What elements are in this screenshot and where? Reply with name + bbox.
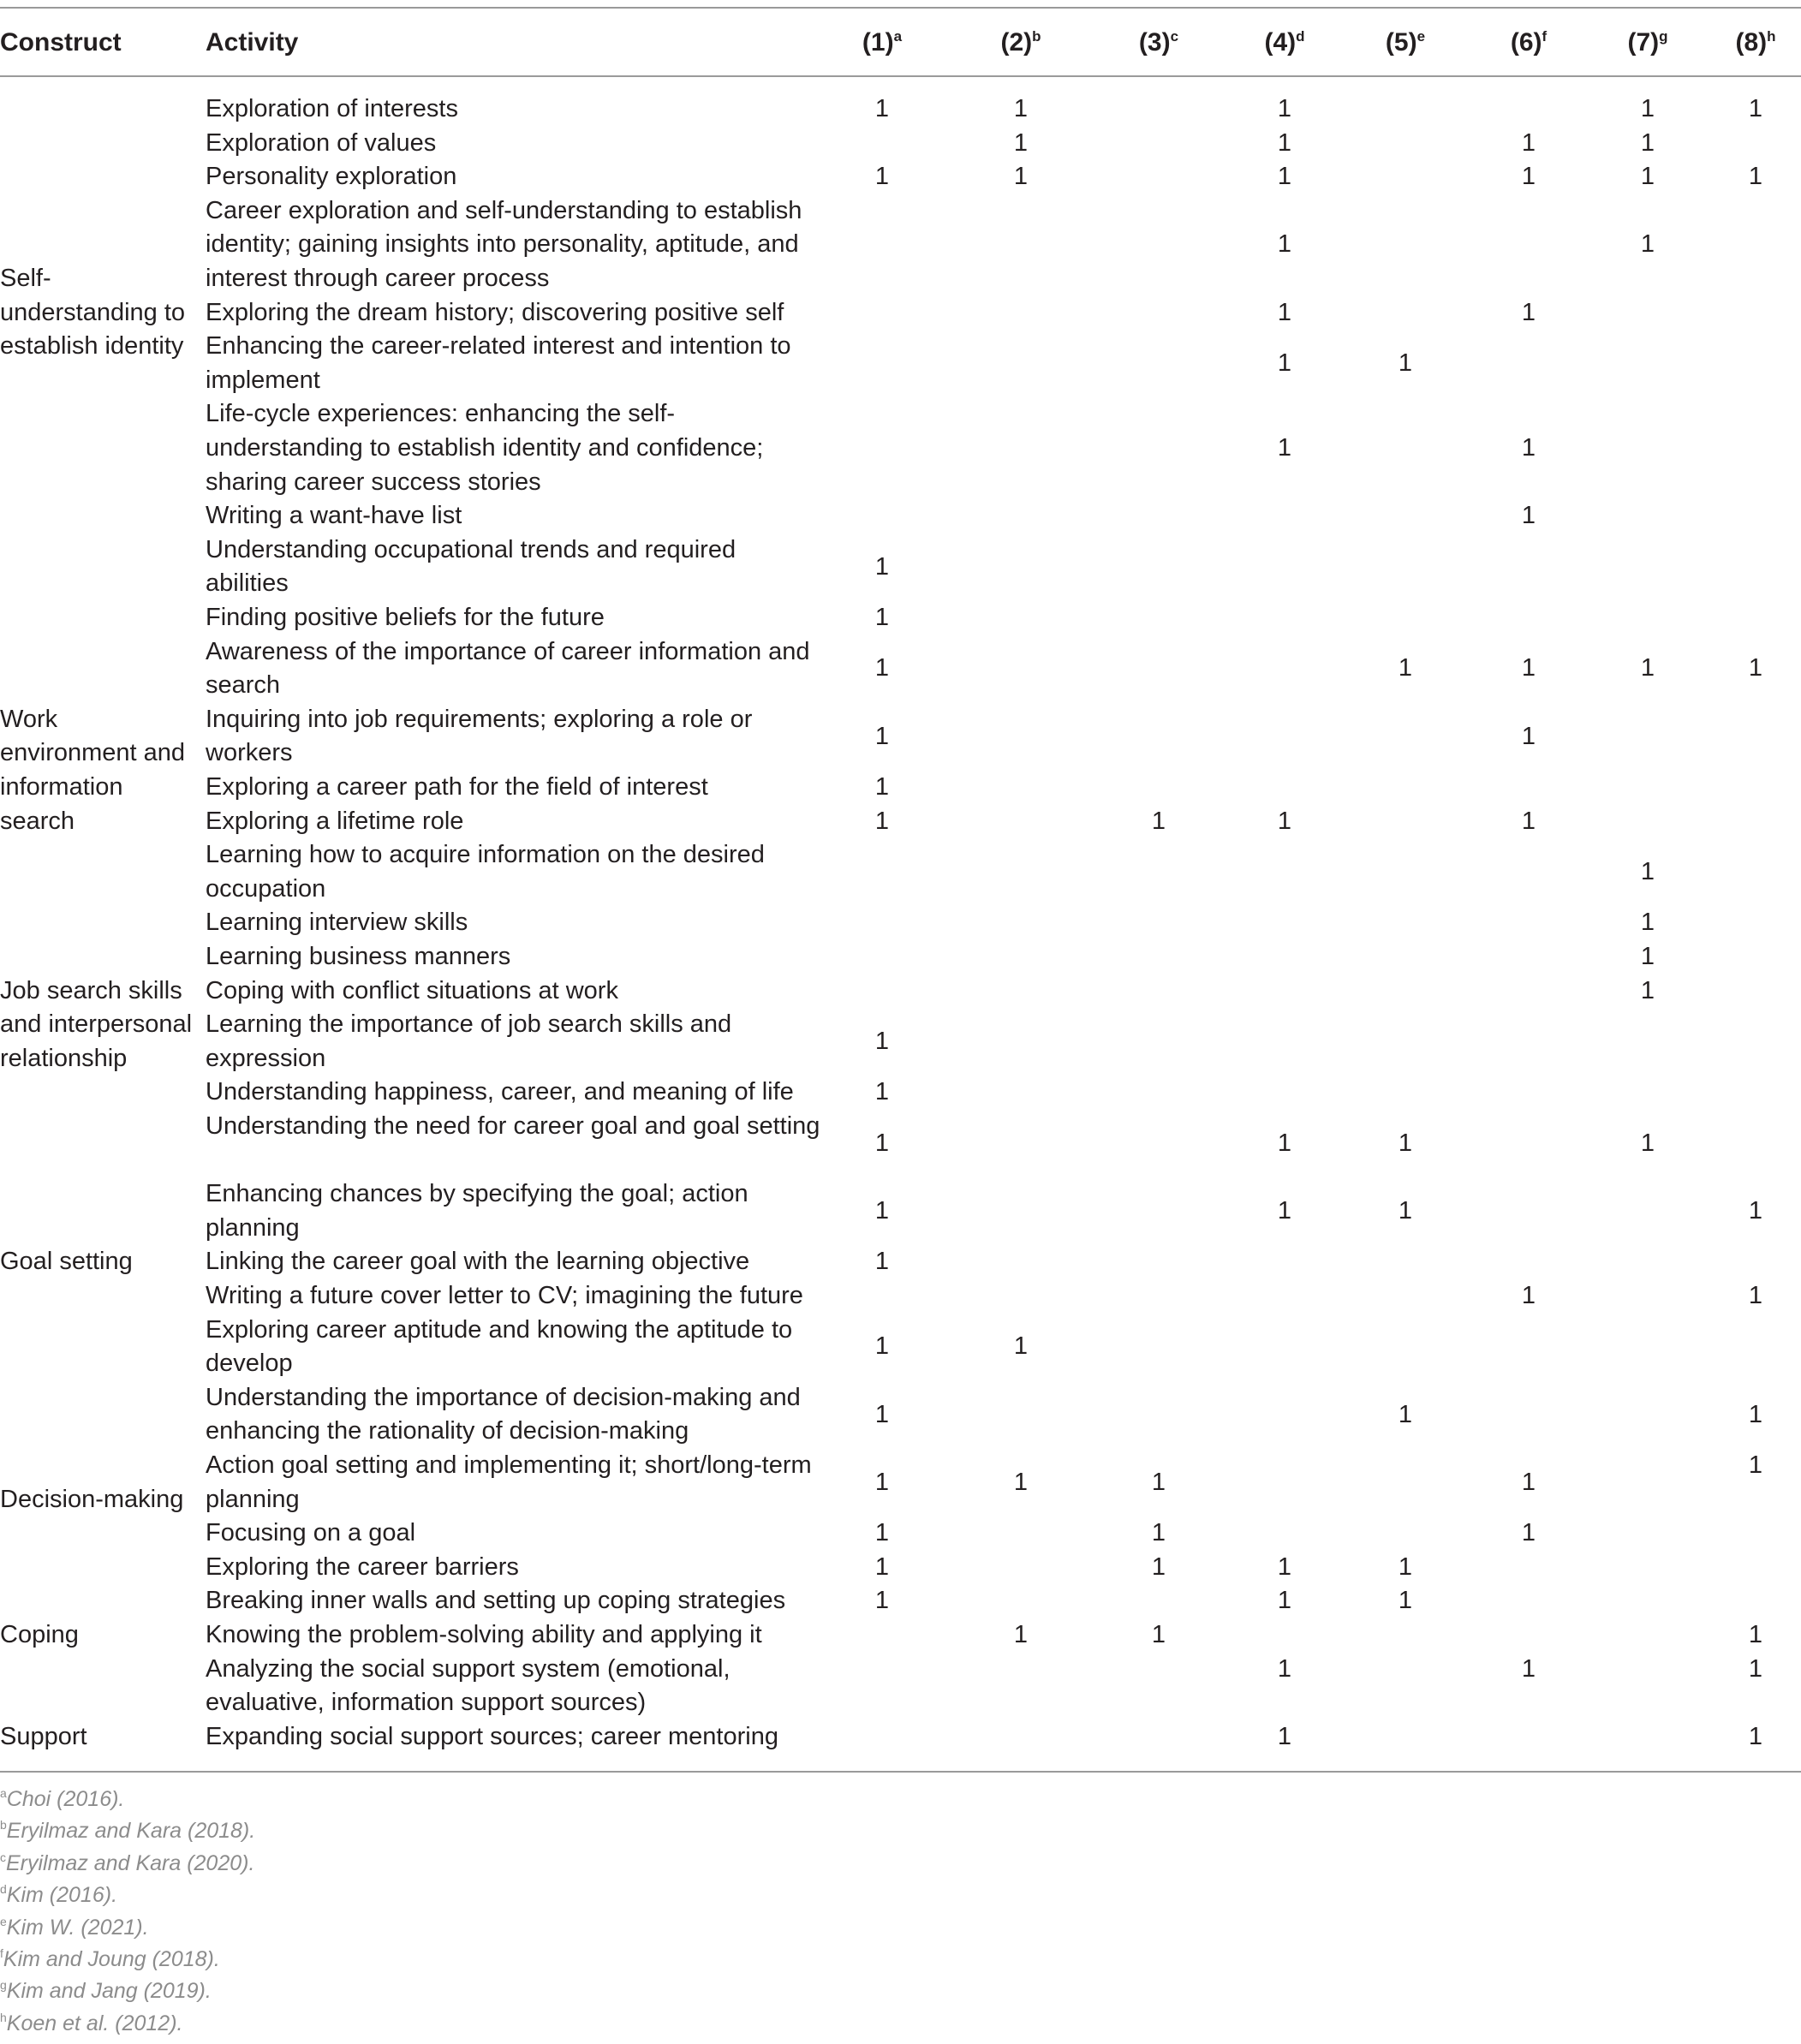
study-1-mark: 1 xyxy=(874,1129,890,1157)
study-6-mark: 1 xyxy=(1521,722,1536,750)
study-6-mark: 1 xyxy=(1521,502,1536,530)
study-4-mark: 1 xyxy=(1277,163,1292,191)
header-study-footnote-marker: c xyxy=(1170,28,1179,45)
study-1-mark: 1 xyxy=(874,95,890,122)
study-4-mark: 1 xyxy=(1277,1552,1292,1581)
header-study-3 xyxy=(1107,22,1210,63)
header-study-label: (3) xyxy=(1138,28,1171,57)
header-study-footnote-marker: b xyxy=(1032,28,1041,45)
header-bottom-rule xyxy=(0,75,1801,77)
study-5-mark: 1 xyxy=(1398,1400,1413,1428)
footnote-reference-link[interactable]: Kim and Joung (2018). xyxy=(3,1947,220,1971)
study-4-mark: 1 xyxy=(1277,1129,1292,1157)
study-3-mark: 1 xyxy=(1151,1519,1166,1547)
activity-cell: Writing a future cover letter to CV; imagining the future xyxy=(206,1282,803,1309)
activity-cell: Analyzing the social support system (emotional, evaluative, information support sources) xyxy=(206,1654,731,1717)
study-2-mark: 1 xyxy=(1013,128,1029,157)
study-8-mark: 1 xyxy=(1748,654,1763,682)
study-4-mark: 1 xyxy=(1277,434,1292,462)
study-4-mark: 1 xyxy=(1277,298,1292,326)
footnote-reference-link[interactable]: Eryilmaz and Kara (2020). xyxy=(6,1850,255,1875)
footnote-h[interactable] xyxy=(0,2008,183,2040)
header-study-2 xyxy=(969,22,1072,63)
footnote-marker: f xyxy=(0,1946,3,1960)
header-study-4 xyxy=(1233,22,1336,63)
study-1-mark: 1 xyxy=(874,1587,890,1615)
study-5-mark: 1 xyxy=(1398,1587,1413,1615)
activity-cell: Enhancing chances by specifying the goal; action planning xyxy=(206,1180,748,1242)
study-6-mark: 1 xyxy=(1521,128,1536,157)
footnote-marker: h xyxy=(0,2010,7,2024)
header-study-label: (6) xyxy=(1510,28,1542,57)
activity-cell: Personality exploration xyxy=(206,163,457,191)
footnote-f[interactable] xyxy=(0,1944,220,1975)
study-7-mark: 1 xyxy=(1640,230,1655,259)
study-5-mark: 1 xyxy=(1398,1197,1413,1225)
study-5-mark: 1 xyxy=(1398,1552,1413,1581)
activity-cell: Enhancing the career-related interest and intention to implement xyxy=(206,332,791,394)
study-1-mark: 1 xyxy=(874,1197,890,1225)
construct-cell: Coping xyxy=(0,1621,79,1648)
construct-cell: Self-understanding to establish identity xyxy=(0,265,186,361)
activity-cell: Exploring career aptitude and knowing the aptitude to develop xyxy=(206,1315,793,1378)
study-2-mark: 1 xyxy=(1013,1332,1029,1361)
study-6-mark: 1 xyxy=(1521,807,1536,835)
activity-cell: Career exploration and self-understanding to establish identity; gaining insights into personality, aptitude, and interest through career process xyxy=(206,196,802,292)
activity-cell: Breaking inner walls and setting up coping strategies xyxy=(206,1587,786,1615)
header-construct: Construct xyxy=(0,28,122,57)
construct-cell: Work environment and information search xyxy=(0,705,186,835)
activity-cell: Exploring a career path for the field of interest xyxy=(206,773,708,801)
footnote-reference-link[interactable]: Kim W. (2021). xyxy=(6,1915,149,1940)
activity-cell: Exploration of values xyxy=(206,128,437,157)
study-1-mark: 1 xyxy=(874,722,890,750)
study-6-mark: 1 xyxy=(1521,434,1536,462)
header-study-label: (4) xyxy=(1264,28,1297,57)
footnote-d[interactable] xyxy=(0,1880,117,1911)
activity-cell: Learning how to acquire information on the desired occupation xyxy=(206,841,765,903)
study-7-mark: 1 xyxy=(1640,1129,1655,1157)
header-study-label: (8) xyxy=(1735,28,1768,57)
study-1-mark: 1 xyxy=(874,773,890,801)
table-top-rule xyxy=(0,7,1801,9)
construct-cell: Support xyxy=(0,1722,87,1750)
activity-cell: Coping with conflict situations at work xyxy=(206,976,618,1004)
header-study-6 xyxy=(1477,22,1580,63)
footnote-marker: e xyxy=(0,1914,7,1928)
study-6-mark: 1 xyxy=(1521,1519,1536,1547)
header-study-label: (5) xyxy=(1385,28,1417,57)
activity-cell: Expanding social support sources; career mentoring xyxy=(206,1722,778,1750)
header-study-5 xyxy=(1354,22,1457,63)
header-study-footnote-marker: h xyxy=(1767,28,1776,45)
study-8-mark: 1 xyxy=(1748,1282,1763,1309)
study-6-mark: 1 xyxy=(1521,298,1536,326)
header-study-label: (1) xyxy=(862,28,894,57)
activity-cell: Understanding the need for career goal and goal setting xyxy=(206,1112,820,1140)
study-4-mark: 1 xyxy=(1277,95,1292,122)
activity-cell: Knowing the problem-solving ability and applying it xyxy=(206,1621,762,1648)
header-study-footnote-marker: f xyxy=(1542,28,1548,45)
study-4-mark: 1 xyxy=(1277,1654,1292,1683)
study-1-mark: 1 xyxy=(874,604,890,631)
header-study-label: (7) xyxy=(1627,28,1660,57)
study-1-mark: 1 xyxy=(874,1078,890,1106)
activity-cell: Life-cycle experiences: enhancing the self-understanding to establish identity and confidence; sharing career success stories xyxy=(206,400,764,496)
footnote-reference-link[interactable]: Kim (2016). xyxy=(6,1883,118,1908)
study-4-mark: 1 xyxy=(1277,807,1292,835)
activity-cell: Exploring the career barriers xyxy=(206,1552,519,1581)
study-5-mark: 1 xyxy=(1398,1129,1413,1157)
study-1-mark: 1 xyxy=(874,1248,890,1276)
footnote-marker: d xyxy=(0,1882,7,1897)
study-6-mark: 1 xyxy=(1521,1468,1536,1496)
study-3-mark: 1 xyxy=(1151,1552,1166,1581)
study-6-mark: 1 xyxy=(1521,163,1536,191)
study-7-mark: 1 xyxy=(1640,976,1655,1004)
study-4-mark: 1 xyxy=(1277,230,1292,259)
construct-cell: Job search skills and interpersonal relationship xyxy=(0,976,193,1072)
footnote-marker: c xyxy=(0,1850,6,1864)
study-7-mark: 1 xyxy=(1640,909,1655,937)
footnote-b[interactable] xyxy=(0,1815,255,1847)
study-7-mark: 1 xyxy=(1640,163,1655,191)
footnote-reference-link[interactable]: Kim and Jang (2019). xyxy=(6,1979,212,2004)
header-study-footnote-marker: e xyxy=(1416,28,1426,45)
table-bottom-rule xyxy=(0,1771,1801,1773)
study-1-mark: 1 xyxy=(874,1468,890,1496)
footnote-c[interactable] xyxy=(0,1848,254,1880)
construct-cell: Decision-making xyxy=(0,1485,184,1513)
activity-cell: Awareness of the importance of career information and search xyxy=(206,637,810,700)
footnote-reference-link[interactable]: Koen et al. (2012). xyxy=(6,2011,183,2035)
activity-cell: Exploring the dream history; discovering positive self xyxy=(206,298,784,326)
study-1-mark: 1 xyxy=(874,807,890,835)
study-8-mark: 1 xyxy=(1748,95,1763,122)
activity-cell: Inquiring into job requirements; exploring a role or workers xyxy=(206,705,753,767)
activity-cell: Learning interview skills xyxy=(206,909,468,937)
study-8-mark: 1 xyxy=(1748,163,1763,191)
header-study-8 xyxy=(1704,22,1801,63)
activity-cell: Learning business manners xyxy=(206,943,511,970)
header-study-label: (2) xyxy=(1000,28,1033,57)
study-4-mark: 1 xyxy=(1277,1197,1292,1225)
header-study-1 xyxy=(831,22,933,63)
activity-cell: Understanding occupational trends and required abilities xyxy=(206,535,737,598)
study-1-mark: 1 xyxy=(874,552,890,581)
study-4-mark: 1 xyxy=(1277,1722,1292,1750)
study-1-mark: 1 xyxy=(874,1400,890,1428)
study-2-mark: 1 xyxy=(1013,95,1029,122)
study-6-mark: 1 xyxy=(1521,1654,1536,1683)
study-8-mark: 1 xyxy=(1748,1197,1763,1225)
header-study-footnote-marker: d xyxy=(1296,28,1305,45)
study-1-mark: 1 xyxy=(874,654,890,682)
study-1-mark: 1 xyxy=(874,1519,890,1547)
study-5-mark: 1 xyxy=(1398,654,1413,682)
construct-cell: Goal setting xyxy=(0,1248,133,1276)
study-5-mark: 1 xyxy=(1398,349,1413,377)
activity-cell: Finding positive beliefs for the future xyxy=(206,604,605,631)
study-7-mark: 1 xyxy=(1640,128,1655,157)
study-4-mark: 1 xyxy=(1277,128,1292,157)
study-3-mark: 1 xyxy=(1151,807,1166,835)
footnote-a[interactable] xyxy=(0,1784,124,1815)
activity-cell: Exploring a lifetime role xyxy=(206,807,464,835)
study-1-mark: 1 xyxy=(874,1028,890,1055)
footnote-g[interactable] xyxy=(0,1975,212,2007)
header-activity: Activity xyxy=(206,28,299,57)
study-4-mark: 1 xyxy=(1277,349,1292,377)
activity-cell: Writing a want-have list xyxy=(206,502,462,530)
activity-cell: Understanding happiness, career, and meaning of life xyxy=(206,1078,794,1106)
study-1-mark: 1 xyxy=(874,163,890,191)
study-6-mark: 1 xyxy=(1521,1282,1536,1309)
activity-cell: Linking the career goal with the learning objective xyxy=(206,1248,750,1276)
activity-cell: Exploration of interests xyxy=(206,95,458,122)
header-study-footnote-marker: a xyxy=(893,28,903,45)
study-2-mark: 1 xyxy=(1013,163,1029,191)
study-3-mark: 1 xyxy=(1151,1468,1166,1496)
study-1-mark: 1 xyxy=(874,1552,890,1581)
study-8-mark: 1 xyxy=(1748,1654,1763,1683)
study-7-mark: 1 xyxy=(1640,858,1655,885)
study-2-mark: 1 xyxy=(1013,1621,1029,1648)
footnote-marker: a xyxy=(0,1786,7,1800)
study-8-mark: 1 xyxy=(1748,1451,1763,1479)
footnote-reference-link[interactable]: Choi (2016). xyxy=(6,1787,125,1811)
study-7-mark: 1 xyxy=(1640,943,1655,970)
study-7-mark: 1 xyxy=(1640,95,1655,122)
study-3-mark: 1 xyxy=(1151,1621,1166,1648)
study-2-mark: 1 xyxy=(1013,1468,1029,1496)
header-study-footnote-marker: g xyxy=(1659,28,1668,45)
study-4-mark: 1 xyxy=(1277,1587,1292,1615)
study-8-mark: 1 xyxy=(1748,1722,1763,1750)
study-8-mark: 1 xyxy=(1748,1621,1763,1648)
study-6-mark: 1 xyxy=(1521,654,1536,682)
activity-cell: Action goal setting and implementing it; short/long-term planning xyxy=(206,1451,812,1513)
footnote-reference-link[interactable]: Eryilmaz and Kara (2018). xyxy=(6,1819,256,1844)
activity-cell: Focusing on a goal xyxy=(206,1519,416,1547)
study-7-mark: 1 xyxy=(1640,654,1655,682)
footnote-marker: g xyxy=(0,1978,7,1993)
header-study-7 xyxy=(1596,22,1699,63)
footnote-marker: b xyxy=(0,1818,7,1832)
footnote-e[interactable] xyxy=(0,1912,149,1944)
study-8-mark: 1 xyxy=(1748,1400,1763,1428)
activity-cell: Learning the importance of job search skills and expression xyxy=(206,1010,732,1072)
activity-cell: Understanding the importance of decision-making and enhancing the rationality of decision-making xyxy=(206,1383,801,1445)
study-1-mark: 1 xyxy=(874,1332,890,1361)
